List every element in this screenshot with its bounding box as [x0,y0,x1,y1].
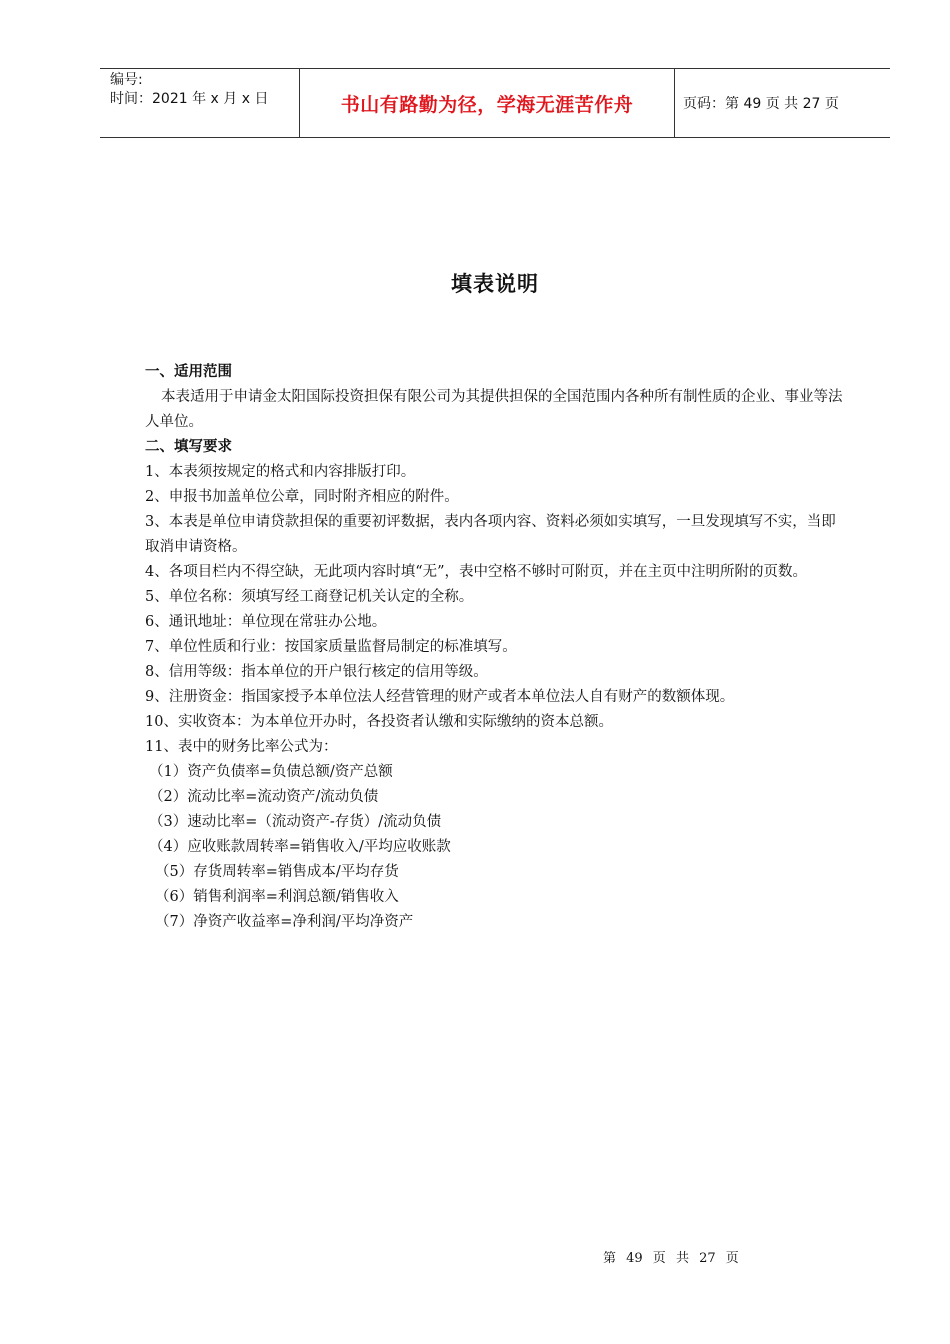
page-header [100,68,890,138]
list-item: 6、通讯地址：单位现在常驻办公地。 [145,614,387,630]
formula-item: （4）应收账款周转率=销售收入/平均应收账款 [149,839,451,855]
list-item: 1、本表须按规定的格式和内容排版打印。 [145,464,416,480]
scope-paragraph: 本表适用于申请金太阳国际投资担保有限公司为其提供担保的全国范围内各种所有制性质的企业、事业等法人单位。 [145,389,843,430]
list-item: 3、本表是单位申请贷款担保的重要初评数据，表内各项内容、资料必须如实填写，一旦发现填写不实，当即取消申请资格。 [145,514,836,555]
list-item: 10、实收资本：为本单位开办时，各投资者认缴和实际缴纳的资本总额。 [145,714,613,730]
list-item: 5、单位名称：须填写经工商登记机关认定的全称。 [145,589,474,605]
section-heading-scope: 一、适用范围 [145,364,232,380]
page-footer: 第 49 页 共 27 页 [603,1251,739,1266]
list-item: 9、注册资金：指国家授予本单位法人经营管理的财产或者本单位法人自有财产的数额体现。 [145,689,735,705]
header-page-info: 页码：第 49 页 共 27 页 [683,96,839,112]
header-motto: 书山有路勤为径，学海无涯苦作舟 [300,69,675,137]
header-meta [100,69,300,137]
list-item: 11、表中的财务比率公式为： [145,739,338,755]
list-item: 7、单位性质和行业：按国家质量监督局制定的标准填写。 [145,639,517,655]
list-item: 8、信用等级：指本单位的开户银行核定的信用等级。 [145,664,488,680]
document-body [145,360,850,935]
formula-item: （6）销售利润率=利润总额/销售收入 [155,889,399,905]
page-title: 填表说明 [451,272,539,296]
time-label: 时间：2021 年 x 月 x 日 [110,91,269,107]
formula-item: （7）净资产收益率=净利润/平均净资产 [155,914,414,930]
list-item: 2、申报书加盖单位公章，同时附齐相应的附件。 [145,489,459,505]
section-heading-requirements: 二、填写要求 [145,439,232,455]
code-label: 编号: [110,72,143,88]
list-item: 4、各项目栏内不得空缺，无此项内容时填“无”，表中空格不够时可附页，并在主页中注明所附的页数。 [145,564,808,580]
formula-item: （3）速动比率=（流动资产-存货）/流动负债 [149,814,442,830]
formula-item: （2）流动比率=流动资产/流动负债 [149,789,379,805]
formula-item: （5）存货周转率=销售成本/平均存货 [155,864,399,880]
formula-item: （1）资产负债率=负债总额/资产总额 [149,764,393,780]
